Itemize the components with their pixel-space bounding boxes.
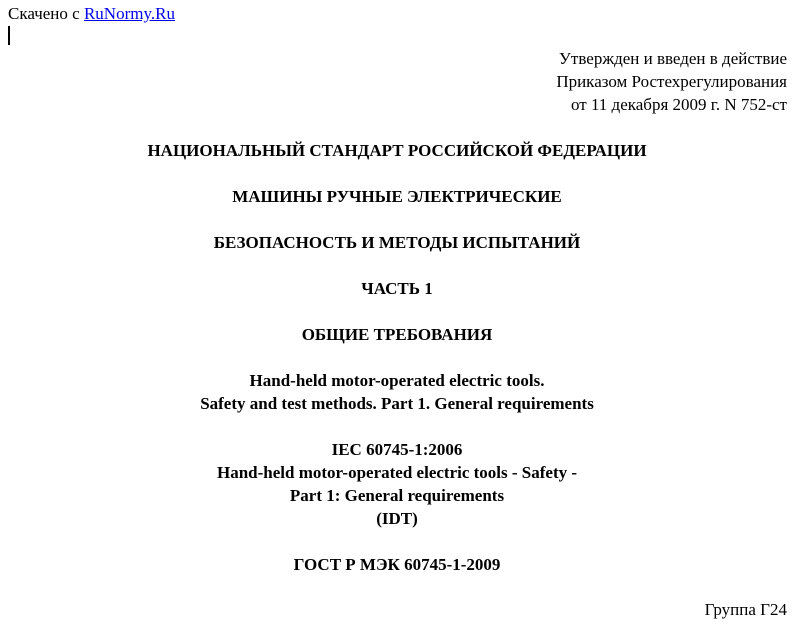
english-title-line-2: Safety and test methods. Part 1. General requirements <box>200 394 594 413</box>
approval-line-2: Приказом Ростехрегулирования <box>556 72 787 91</box>
iec-identical-marker: (IDT) <box>376 509 418 528</box>
english-title <box>0 369 794 415</box>
part-number: ЧАСТЬ 1 <box>361 279 433 298</box>
document-title-line-2: БЕЗОПАСНОСТЬ И МЕТОДЫ ИСПЫТАНИЙ <box>213 233 581 252</box>
document-title-line-1: МАШИНЫ РУЧНЫЕ ЭЛЕКТРИЧЕСКИЕ <box>232 187 562 206</box>
approval-block <box>556 47 787 116</box>
source-line <box>8 4 175 24</box>
gost-number: ГОСТ Р МЭК 60745-1-2009 <box>293 555 501 574</box>
national-standard-title: НАЦИОНАЛЬНЫЙ СТАНДАРТ РОССИЙСКОЙ ФЕДЕРАЦИИ <box>147 141 647 160</box>
iec-title-line-2: Part 1: General requirements <box>289 486 505 505</box>
text-cursor <box>8 26 10 45</box>
source-link[interactable]: RuNormy.Ru <box>83 4 175 23</box>
iec-title-line-1: Hand-held motor-operated electric tools - Safety - <box>216 463 578 482</box>
english-title-line-1: Hand-held motor-operated electric tools. <box>249 371 545 390</box>
approval-line-1: Утвержден и введен в действие <box>558 49 787 68</box>
source-prefix: Скачено с <box>8 4 80 23</box>
iec-reference <box>0 438 794 530</box>
approval-line-3: от 11 декабря 2009 г. N 752-ст <box>570 95 787 114</box>
part-title: ОБЩИЕ ТРЕБОВАНИЯ <box>301 325 493 344</box>
group-code: Группа Г24 <box>704 600 787 619</box>
iec-number: IEC 60745-1:2006 <box>331 440 463 459</box>
